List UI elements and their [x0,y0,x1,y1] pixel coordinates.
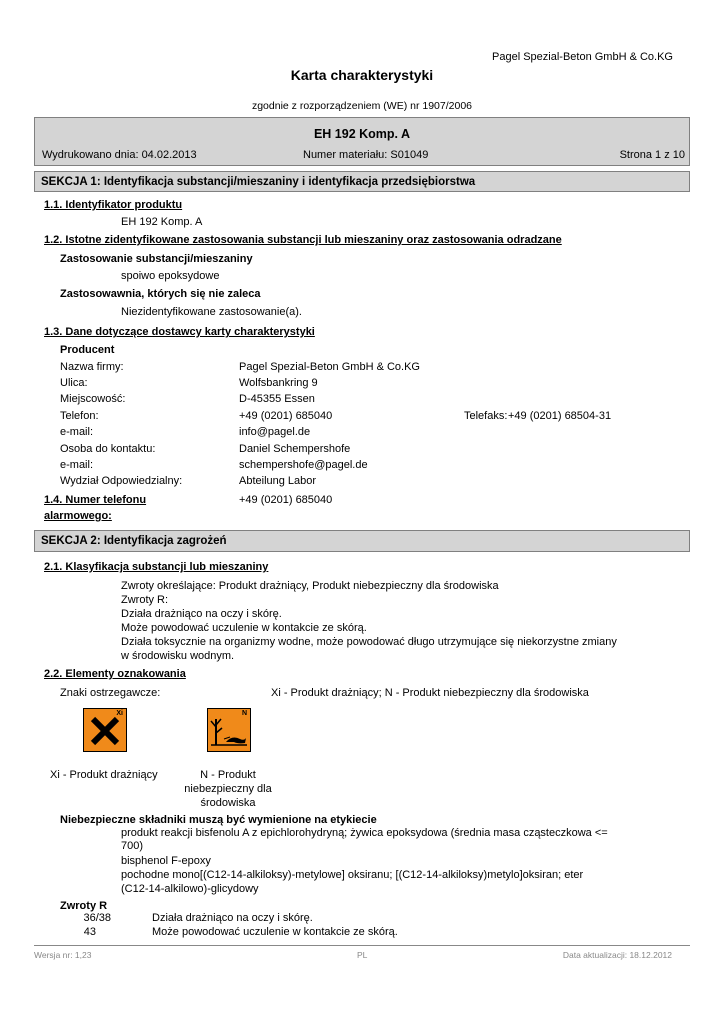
classification-line: w środowisku wodnym. [121,650,235,662]
contact-label: Nazwa firmy: [60,361,124,373]
fax-value: +49 (0201) 68504-31 [508,410,612,422]
classification-line: Może powodować uczulenie w kontakcie ze skórą. [121,622,367,634]
fax-label: Telefaks: [464,410,508,422]
r-phrases-label: Zwroty R [60,900,108,912]
warning-signs-value: Xi - Produkt drażniący; N - Produkt niebezpieczny dla środowiska [271,687,589,699]
page-number: Strona 1 z 10 [619,149,685,161]
classification-line: Działa drażniąco na oczy i skórę. [121,608,282,620]
r-phrase-code: 36/38 [83,912,111,924]
contact-value[interactable]: info@pagel.de [239,426,311,438]
r-phrase-code: 43 [83,926,96,938]
hazard-component: 700) [121,840,144,852]
product-identifier: EH 192 Komp. A [121,216,203,228]
regulation-text: zgodnie z rozporządzeniem (WE) nr 1907/2006 [251,100,473,112]
symbol-letter: Xi [116,710,123,717]
use-label: Zastosowanie substancji/mieszaniny [60,253,253,265]
n-caption: niebezpieczny dla [184,783,272,795]
company-name: Pagel Spezial-Beton GmbH & Co.KG [492,51,673,63]
hazard-components-label: Niebezpieczne składniki muszą być wymienione na etykiecie [60,814,377,826]
section1-header: SEKCJA 1: Identyfikacja substancji/mieszaniny i identyfikacja przedsiębiorstwa [34,171,690,192]
n-caption: środowiska [200,797,256,809]
section2-header: SEKCJA 2: Identyfikacja zagrożeń [34,530,690,552]
contact-value: Wolfsbankring 9 [239,377,318,389]
section-1-4-title: 1.4. Numer telefonu [44,494,147,506]
contact-label: Telefon: [60,410,99,422]
contact-value: Pagel Spezial-Beton GmbH & Co.KG [239,361,420,373]
r-phrase-text: Może powodować uczulenie w kontakcie ze skórą. [152,926,398,938]
update-date: Data aktualizacji: 18.12.2012 [562,950,672,960]
warning-signs-label: Znaki ostrzegawcze: [60,687,161,699]
version-number: Wersja nr: 1,23 [34,950,92,960]
hazard-component: (C12-14-alkilowo)-glicydowy [121,883,259,895]
contact-label: Osoba do kontaktu: [60,443,156,455]
classification-line: Zwroty określające: Produkt drażniący, Produkt niebezpieczny dla środowiska [121,580,499,592]
footer-divider [34,945,690,946]
section-2-1-title: 2.1. Klasyfikacja substancji lub mieszaniny [44,561,269,573]
contact-value[interactable]: schempershofe@pagel.de [239,459,368,471]
section-2-2-title: 2.2. Elementy oznakowania [44,668,186,680]
contact-label: Miejscowość: [60,393,126,405]
classification-line: Zwroty R: [121,594,169,606]
environment-n-icon [207,708,251,752]
language-code: PL [357,950,368,960]
hazard-component: pochodne mono[(C12-14-alkiloksy)-metylowe] oksiranu; [(C12-14-alkiloksy)metylo]oksiran; eter [121,869,584,881]
contact-label: Wydział Odpowiedzialny: [60,475,183,487]
section-1-2-title: 1.2. Istotne zidentyfikowane zastosowania substancji lub mieszaniny oraz zastosowania odradzane [44,234,562,246]
contact-value: D-45355 Essen [239,393,315,405]
emergency-phone: +49 (0201) 685040 [239,494,333,506]
not-recommended-label: Zastosowawnia, których się nie zaleca [60,288,261,300]
contact-value: Abteilung Labor [239,475,317,487]
not-recommended-value: Niezidentyfikowane zastosowanie(a). [121,306,302,318]
contact-value: Daniel Schempershofe [239,443,351,455]
symbol-letter: N [241,710,247,717]
hazard-component: produkt reakcji bisfenolu A z epichlorohydryną; żywica epoksydowa (średnia masa cząsteczkowa <= [121,827,608,839]
contact-label: Ulica: [60,377,88,389]
document-title: Karta charakterystyki [290,67,434,83]
classification-line: Działa toksycznie na organizmy wodne, może powodować długo utrzymujące się niekorzystne zmiany [121,636,617,648]
section-1-3-title: 1.3. Dane dotyczące dostawcy karty charakterystyki [44,326,315,338]
irritant-xi-icon [83,708,127,752]
material-number: Numer materiału: S01049 [303,149,429,161]
r-phrase-text: Działa drażniąco na oczy i skórę. [152,912,313,924]
hazard-component: bisphenol F-epoxy [121,855,211,867]
product-box [34,117,690,166]
product-name: EH 192 Komp. A [313,127,411,141]
section-1-4-title-line2: alarmowego: [44,510,112,522]
print-date: Wydrukowano dnia: 04.02.2013 [42,149,197,161]
n-caption: N - Produkt [200,769,256,781]
contact-label: e-mail: [60,459,94,471]
xi-caption: Xi - Produkt drażniący [50,769,158,781]
contact-label: e-mail: [60,426,94,438]
section-1-1-title: 1.1. Identyfikator produktu [44,199,183,211]
producer-label: Producent [60,344,115,356]
use-value: spoiwo epoksydowe [121,270,220,282]
contact-value: +49 (0201) 685040 [239,410,333,422]
